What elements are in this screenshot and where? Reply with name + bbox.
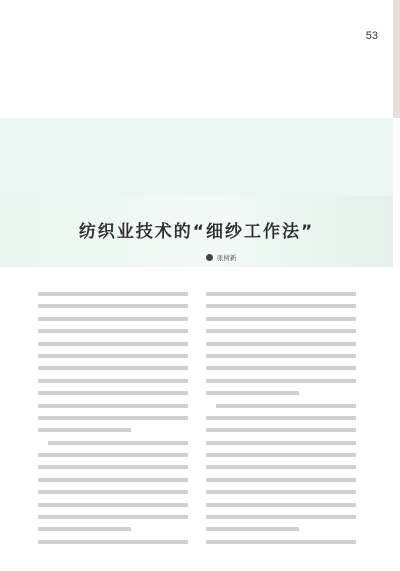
- text-line: [216, 404, 356, 408]
- text-line: [206, 515, 356, 519]
- text-line: [38, 453, 188, 457]
- byline: [206, 253, 237, 262]
- text-line: [38, 391, 188, 395]
- body-column-left: [38, 292, 188, 552]
- text-line: [38, 379, 188, 383]
- text-line: [48, 441, 188, 445]
- text-line: [38, 490, 188, 494]
- text-line: [206, 354, 356, 358]
- text-line: [206, 391, 299, 395]
- page-corner-tab: [393, 0, 400, 118]
- text-line: [38, 354, 188, 358]
- text-line: [38, 404, 188, 408]
- text-line: [206, 416, 356, 420]
- text-line: [206, 527, 299, 531]
- text-line: [38, 515, 188, 519]
- text-line: [206, 342, 356, 346]
- text-line: [38, 329, 188, 333]
- text-line: [206, 465, 356, 469]
- text-line: [206, 366, 356, 370]
- text-line: [206, 490, 356, 494]
- text-line: [38, 478, 188, 482]
- text-line: [206, 540, 356, 544]
- text-line: [206, 292, 356, 296]
- text-line: [38, 304, 188, 308]
- text-line: [38, 292, 188, 296]
- text-line: [38, 342, 188, 346]
- text-line: [38, 428, 131, 432]
- author-bullet-icon: [206, 254, 213, 261]
- page-header: [360, 30, 378, 42]
- text-line: [38, 416, 188, 420]
- text-line: [206, 453, 356, 457]
- intro-block: [0, 118, 393, 196]
- text-line: [206, 317, 356, 321]
- text-line: [206, 441, 356, 445]
- text-line: [38, 503, 188, 507]
- text-line: [206, 478, 356, 482]
- title-banner: [0, 196, 393, 267]
- text-line: [206, 503, 356, 507]
- text-line: [38, 465, 188, 469]
- text-line: [206, 329, 356, 333]
- body-column-right: [206, 292, 356, 552]
- text-line: [206, 428, 356, 432]
- page-number: 53: [365, 30, 378, 42]
- text-line: [38, 527, 131, 531]
- text-line: [206, 304, 356, 308]
- text-line: [38, 317, 188, 321]
- article-title: 纺织业技术的“细纱工作法”: [78, 222, 315, 242]
- text-line: [38, 366, 188, 370]
- text-line: [206, 379, 356, 383]
- text-line: [38, 540, 188, 544]
- author-name: 张树新: [217, 254, 237, 262]
